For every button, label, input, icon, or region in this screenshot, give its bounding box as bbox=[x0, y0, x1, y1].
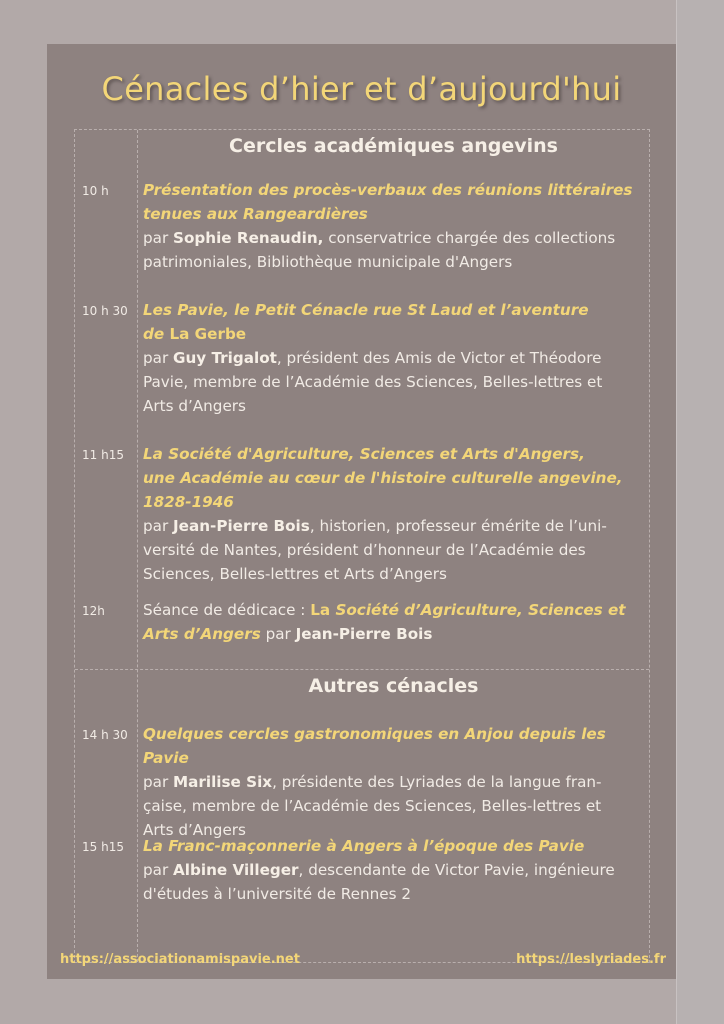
entry-time: 10 h bbox=[82, 184, 109, 198]
book-title-line: Arts d’Angers bbox=[143, 625, 261, 643]
talk-title-line: 1828-1946 bbox=[143, 493, 234, 511]
signing-label: Séance de dédicace : bbox=[143, 601, 311, 619]
speaker-desc: patrimoniales, Bibliothèque municipale d'Angers bbox=[143, 253, 513, 271]
speaker-desc: , historien, professeur émérite de l’uni- bbox=[309, 517, 607, 535]
speaker-name: Guy Trigalot bbox=[173, 349, 277, 367]
speaker-desc: versité de Nantes, président d’honneur de l’Académie des bbox=[143, 541, 586, 559]
schedule-table bbox=[74, 129, 650, 963]
entry-time: 14 h 30 bbox=[82, 728, 128, 742]
talk-title-work: La Gerbe bbox=[169, 325, 247, 343]
entry-time: 10 h 30 bbox=[82, 304, 128, 318]
talk-title-line: Quelques cercles gastronomiques en Anjou depuis les Pavie bbox=[143, 725, 606, 767]
entry-time: 12h bbox=[82, 604, 105, 618]
schedule-entry bbox=[143, 442, 645, 586]
section-divider bbox=[75, 669, 649, 670]
talk-title-line: Les Pavie, le Petit Cénacle rue St Laud et l’aventure bbox=[143, 301, 589, 319]
speaker-desc: , descendante de Victor Pavie, ingénieure bbox=[298, 861, 615, 879]
speaker-desc: , président des Amis de Victor et Théodore bbox=[276, 349, 602, 367]
by-label: par bbox=[143, 773, 174, 791]
book-title-line: Société d’Agriculture, Sciences et bbox=[335, 601, 626, 619]
speaker-name: Marilise Six bbox=[173, 773, 273, 791]
section-heading: Autres cénacles bbox=[308, 675, 479, 697]
talk-title-line: Présentation des procès-verbaux des réunions littéraires bbox=[143, 181, 633, 199]
speaker-desc: Arts d’Angers bbox=[143, 821, 246, 839]
author-name: Jean-Pierre Bois bbox=[295, 625, 433, 643]
schedule-entry bbox=[143, 298, 645, 418]
schedule-entry bbox=[143, 834, 645, 906]
speaker-desc: , présidente des Lyriades de la langue fran- bbox=[272, 773, 602, 791]
talk-title-line: une Académie au cœur de l'histoire culturelle angevine, bbox=[143, 469, 623, 487]
section-heading: Cercles académiques angevins bbox=[229, 135, 558, 157]
column-divider bbox=[137, 130, 138, 962]
schedule-entry bbox=[143, 178, 645, 274]
speaker-name: Albine Villeger bbox=[173, 861, 299, 879]
speaker-desc: çaise, membre de l’Académie des Sciences, Belles-lettres et bbox=[143, 797, 602, 815]
by-label: par bbox=[260, 625, 296, 643]
talk-title-line: La Franc-maçonnerie à Angers à l’époque des Pavie bbox=[143, 837, 585, 855]
by-label: par bbox=[143, 349, 174, 367]
page-edge bbox=[676, 0, 724, 1024]
talk-title-line: tenues aux Rangeardières bbox=[143, 205, 368, 223]
entry-time: 11 h15 bbox=[82, 448, 124, 462]
talk-title-line: La Société d'Agriculture, Sciences et Arts d'Angers, bbox=[143, 445, 585, 463]
entry-time: 15 h15 bbox=[82, 840, 124, 854]
schedule-entry bbox=[143, 722, 645, 842]
footer-link-lyriades[interactable]: https://leslyriades.fr bbox=[516, 952, 666, 967]
speaker-name: Sophie Renaudin, bbox=[173, 229, 324, 247]
speaker-desc: Pavie, membre de l’Académie des Sciences, Belles-lettres et bbox=[143, 373, 603, 391]
speaker-desc: Sciences, Belles-lettres et Arts d’Angers bbox=[143, 565, 447, 583]
program-title: Cénacles d’hier et d’aujourd'hui bbox=[101, 70, 622, 108]
talk-title-prefix: de bbox=[143, 325, 170, 343]
by-label: par bbox=[143, 861, 174, 879]
program-panel bbox=[47, 44, 676, 979]
speaker-desc: Arts d’Angers bbox=[143, 397, 246, 415]
schedule-entry bbox=[143, 598, 645, 646]
by-label: par bbox=[143, 517, 174, 535]
book-title-article: La bbox=[310, 601, 336, 619]
by-label: par bbox=[143, 229, 174, 247]
speaker-desc: d'études à l’université de Rennes 2 bbox=[143, 885, 411, 903]
speaker-name: Jean-Pierre Bois bbox=[173, 517, 310, 535]
footer-link-amis-pavie[interactable]: https://associationamispavie.net bbox=[60, 952, 300, 967]
speaker-desc: conservatrice chargée des collections bbox=[323, 229, 616, 247]
